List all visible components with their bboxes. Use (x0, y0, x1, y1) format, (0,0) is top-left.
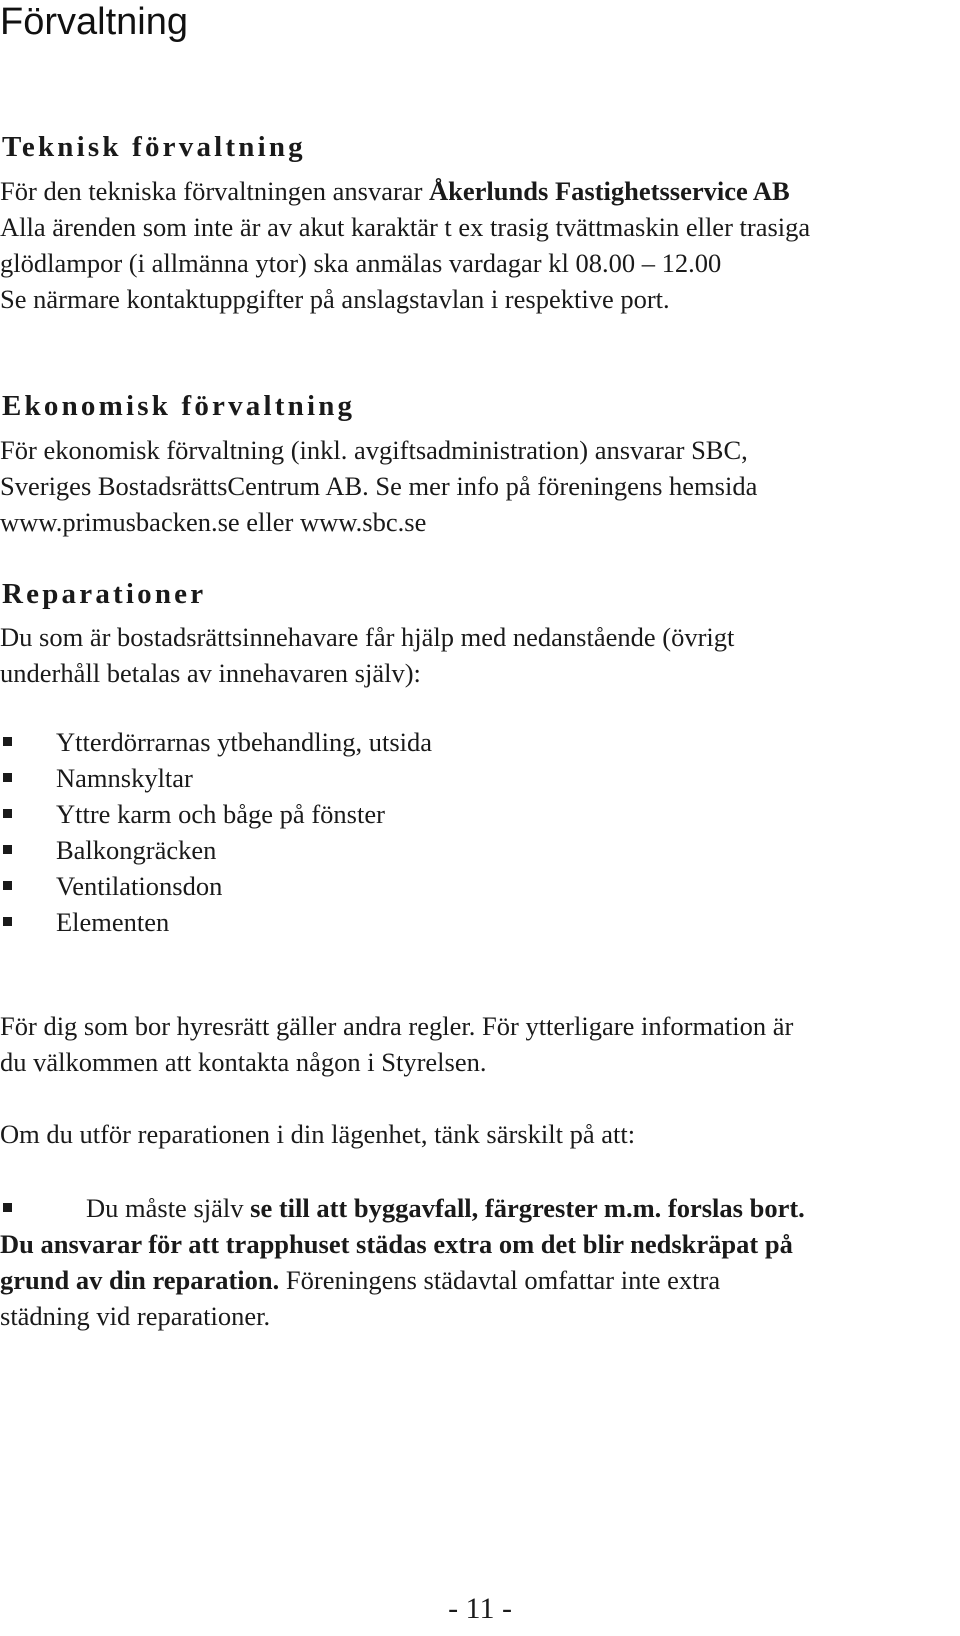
teknisk-line-1 (0, 173, 810, 209)
bullet-square-icon (3, 881, 12, 890)
page-title: Förvaltning (0, 1, 188, 43)
bullet-square-icon (3, 917, 12, 926)
bullet-square-icon (3, 809, 12, 818)
page-number: - 11 - (448, 1592, 512, 1625)
list-item-text: Ytterdörrarnas ytbehandling, utsida (56, 727, 433, 757)
paragraph-hyresratt (0, 1008, 793, 1080)
teknisk-line-3: glödlampor (i allmänna ytor) ska anmälas vardagar kl 08.00 – 12.00 (0, 248, 722, 278)
bullet-square-icon (3, 737, 12, 746)
rules-line-3-bold: grund av din reparation. (0, 1265, 280, 1295)
ekonomisk-line-1: För ekonomisk förvaltning (inkl. avgiftsadministration) ansvarar SBC, (0, 435, 748, 465)
paragraph-reparation-rules (0, 1190, 805, 1334)
contractor-name: Åkerlunds Fastighetsservice AB (429, 176, 790, 206)
heading-reparationer: Reparationer (2, 578, 207, 610)
rules-line-1-bold: se till att byggavfall, färgrester m.m. forslas bort. (250, 1193, 805, 1223)
rules-line-1 (0, 1190, 805, 1226)
paragraph-om-reparation (0, 1116, 635, 1152)
heading-ekonomisk-forvaltning: Ekonomisk förvaltning (2, 390, 356, 422)
rules-line-1-prefix: Du måste själv (86, 1193, 251, 1223)
teknisk-line-4: Se närmare kontaktuppgifter på anslagstavlan i respektive port. (0, 284, 670, 314)
ekonomisk-line-3: www.primusbacken.se eller www.sbc.se (0, 507, 427, 537)
paragraph-reparationer-intro (0, 619, 734, 691)
list-item-text: Yttre karm och båge på fönster (56, 799, 385, 829)
list-item-text: Namnskyltar (56, 763, 193, 793)
bullet-square-icon (3, 773, 12, 782)
bullet-square-icon (3, 1203, 12, 1212)
om-reparation-line: Om du utför reparationen i din lägenhet, tänk särskilt på att: (0, 1119, 636, 1149)
bullet-square-icon (3, 845, 12, 854)
rules-line-3-normal: Föreningens städavtal omfattar inte extra (279, 1265, 721, 1295)
rules-line-3 (0, 1262, 805, 1298)
list-item-text: Ventilationsdon (56, 871, 223, 901)
rules-line-4: städning vid reparationer. (0, 1301, 271, 1331)
hyresratt-line-1: För dig som bor hyresrätt gäller andra regler. För ytterligare information är (0, 1011, 794, 1041)
ekonomisk-line-2: Sveriges BostadsrättsCentrum AB. Se mer info på föreningens hemsida (0, 471, 758, 501)
teknisk-line-1-prefix: För den tekniska förvaltningen ansvarar (0, 176, 430, 206)
teknisk-line-2: Alla ärenden som inte är av akut karaktär t ex trasig tvättmaskin eller trasiga (0, 212, 811, 242)
paragraph-teknisk-forvaltning (0, 173, 810, 317)
heading-teknisk-forvaltning: Teknisk förvaltning (2, 131, 306, 163)
rules-line-2: Du ansvarar för att trapphuset städas extra om det blir nedskräpat på (0, 1229, 793, 1259)
paragraph-ekonomisk-forvaltning (0, 432, 757, 540)
reparationer-intro-line-2: underhåll betalas av innehavaren själv): (0, 658, 421, 688)
hyresratt-line-2: du välkommen att kontakta någon i Styrelsen. (0, 1047, 487, 1077)
list-item-text: Balkongräcken (56, 835, 217, 865)
list-item-text: Elementen (56, 907, 170, 937)
reparationer-intro-line-1: Du som är bostadsrättsinnehavare får hjälp med nedanstående (övrigt (0, 622, 735, 652)
